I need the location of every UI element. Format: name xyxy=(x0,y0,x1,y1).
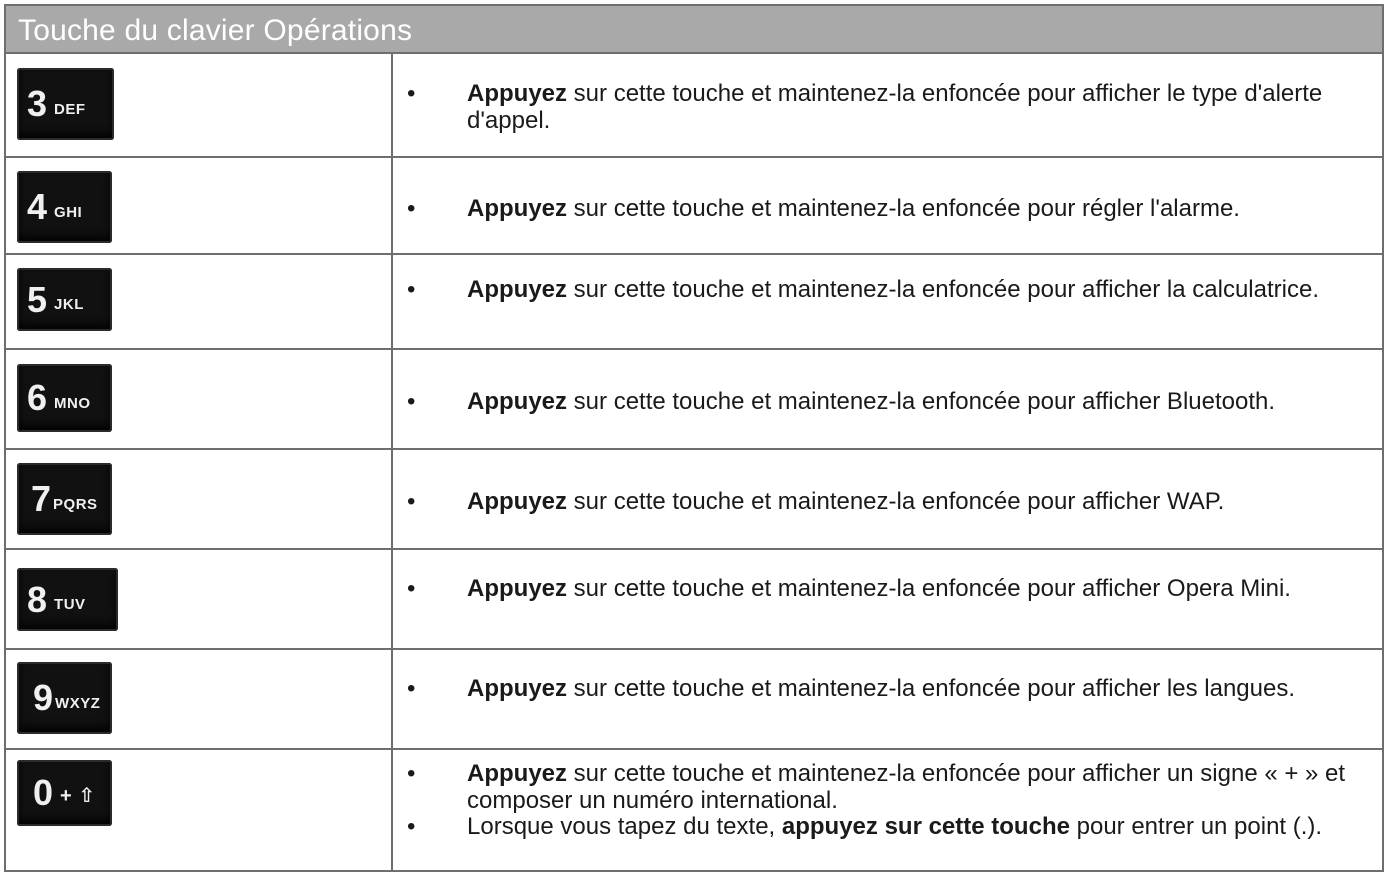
key-letters: DEF xyxy=(54,100,86,118)
bullet: • xyxy=(407,488,416,515)
key-letters: PQRS xyxy=(53,495,98,513)
key-letters: + ⇧ xyxy=(60,784,96,807)
description-cell xyxy=(393,650,1382,748)
emphasis: Appuyez xyxy=(467,575,568,602)
key-digit: 5 xyxy=(27,278,48,320)
key-3-icon xyxy=(17,68,114,140)
table-row xyxy=(6,158,1382,255)
emphasis: Appuyez xyxy=(467,675,568,702)
emphasis: Appuyez xyxy=(467,760,568,787)
bullet: • xyxy=(407,388,416,415)
description-cell xyxy=(393,158,1382,253)
key-letters: GHI xyxy=(54,203,83,221)
emphasis: appuyez sur cette touche xyxy=(781,813,1070,840)
description-cell xyxy=(393,750,1382,870)
key-cell xyxy=(6,54,393,156)
key-0-icon xyxy=(17,760,112,826)
description-text: Appuyez sur cette touche et maintenez-la enfoncée pour régler l'alarme. xyxy=(467,195,1240,222)
emphasis: Appuyez xyxy=(467,488,568,515)
table-row xyxy=(6,550,1382,650)
key-9-icon xyxy=(17,662,112,734)
table-header xyxy=(6,6,1382,54)
emphasis: Appuyez xyxy=(467,388,568,415)
description-text: Appuyez sur cette touche et maintenez-la enfoncée pour afficher un signe « + » et composer un numéro international. xyxy=(467,760,1346,814)
key-cell xyxy=(6,450,393,548)
key-5-icon xyxy=(17,268,112,331)
table-row xyxy=(6,255,1382,350)
table-row xyxy=(6,350,1382,450)
key-6-icon xyxy=(17,364,112,432)
table-row xyxy=(6,750,1382,870)
bullet: • xyxy=(407,760,416,787)
description-cell xyxy=(393,450,1382,548)
description-text: Appuyez sur cette touche et maintenez-la enfoncée pour afficher Bluetooth. xyxy=(467,388,1276,415)
key-8-icon xyxy=(17,568,118,631)
key-cell xyxy=(6,550,393,648)
bullet: • xyxy=(407,575,416,602)
key-digit: 3 xyxy=(27,83,48,124)
bullet: • xyxy=(407,195,416,222)
key-digit: 0 xyxy=(33,772,54,813)
table-row xyxy=(6,54,1382,158)
description-text: Appuyez sur cette touche et maintenez-la enfoncée pour afficher les langues. xyxy=(467,675,1296,702)
table-row xyxy=(6,650,1382,750)
key-digit: 7 xyxy=(31,478,52,519)
key-digit: 8 xyxy=(27,578,48,620)
key-letters: JKL xyxy=(54,296,84,313)
emphasis: Appuyez xyxy=(467,80,568,107)
bullet: • xyxy=(407,80,416,107)
key-letters: TUV xyxy=(54,596,86,613)
key-letters: MNO xyxy=(54,394,91,412)
description-text: Appuyez sur cette touche et maintenez-la enfoncée pour afficher WAP. xyxy=(467,488,1225,515)
key-cell xyxy=(6,158,393,253)
key-cell xyxy=(6,750,393,870)
description-text: Appuyez sur cette touche et maintenez-la enfoncée pour afficher la calculatrice. xyxy=(467,276,1319,303)
key-letters: WXYZ xyxy=(55,694,101,712)
key-cell xyxy=(6,650,393,748)
bullet: • xyxy=(407,813,416,840)
description-text: Appuyez sur cette touche et maintenez-la enfoncée pour afficher Opera Mini. xyxy=(467,575,1291,602)
key-digit: 4 xyxy=(27,186,48,227)
description-cell xyxy=(393,350,1382,448)
key-digit: 9 xyxy=(33,677,54,718)
table-row xyxy=(6,450,1382,550)
description-cell xyxy=(393,550,1382,648)
key-cell xyxy=(6,350,393,448)
description-cell xyxy=(393,54,1382,156)
description-cell xyxy=(393,255,1382,348)
key-cell xyxy=(6,255,393,348)
description-text: Appuyez sur cette touche et maintenez-la enfoncée pour afficher le type d'alerte d'appel. xyxy=(467,80,1323,134)
key-7-icon xyxy=(17,463,112,535)
description-text: Lorsque vous tapez du texte, appuyez sur cette touche pour entrer un point (.). xyxy=(467,813,1323,840)
bullet: • xyxy=(407,276,416,303)
header-title: Touche du clavier Opérations xyxy=(18,14,413,47)
bullet: • xyxy=(407,675,416,702)
key-digit: 6 xyxy=(27,377,48,418)
emphasis: Appuyez xyxy=(467,276,568,303)
key-4-icon xyxy=(17,171,112,243)
emphasis: Appuyez xyxy=(467,195,568,222)
keypad-operations-table xyxy=(4,4,1384,872)
